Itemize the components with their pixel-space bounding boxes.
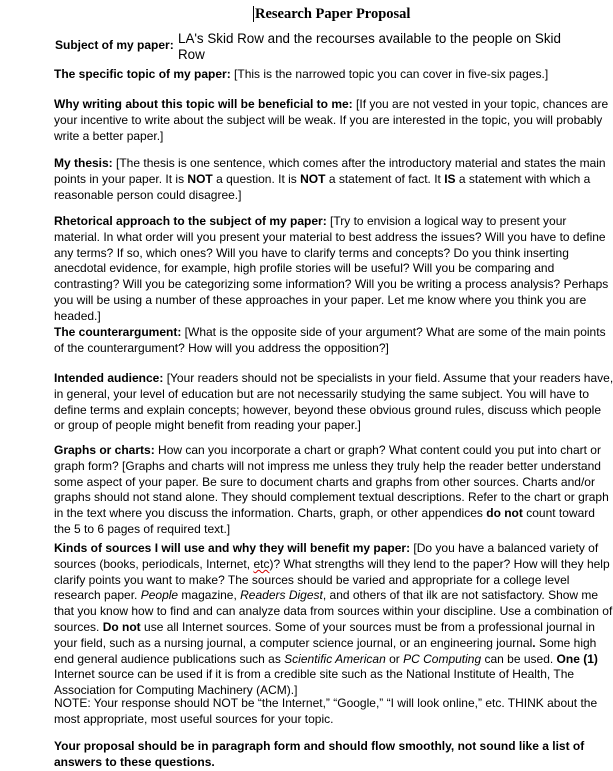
rhetorical-label: Rhetorical approach to the subject of my paper: <box>54 214 327 228</box>
why-beneficial-label: Why writing about this topic will be beneficial to me: <box>54 97 353 111</box>
thesis-section <box>54 156 613 203</box>
thesis-text-1: [The thesis is one sentence, which comes after the introductory material and states the main points in your paper. It is <box>54 156 606 186</box>
sources-period: . <box>532 635 536 650</box>
subject-label: Subject of my paper: <box>55 38 174 52</box>
graphs-section <box>54 443 613 538</box>
rhetorical-section <box>54 214 613 325</box>
sources-text-1: [Do you have a balanced variety of sources (books, periodicals, Internet, <box>54 541 599 571</box>
sources-people: People <box>140 588 179 603</box>
sources-text-8: can be used. <box>481 651 557 666</box>
graphs-label: Graphs or charts: <box>54 443 155 457</box>
sources-text-5: use all Internet sources. Some of your sources must be from a professional journal in your field, such as a nursing journal, a computer science journal, or an engineering journal <box>54 619 595 650</box>
subject-value[interactable]: LA's Skid Row and the recourses available to the people on Skid Row <box>178 31 561 62</box>
sources-scientific-american: Scientific American <box>284 651 386 666</box>
why-beneficial-text: [If you are not vested in your topic, chances are your incentive to write about the subject will be weak. If you are interested in the topic, you will probably write a better paper.] <box>54 97 609 143</box>
counterargument-section <box>54 325 613 357</box>
text-cursor <box>253 6 254 22</box>
sources-text-4: , and others of that ilk are not satisfactory. Show me that you know how to find and can analyze data from sources within your discipline. Use a combination of sources. <box>54 588 613 634</box>
sources-text-9: Internet source can be used if it is from a credible site such as the National Institute of Health, The Association for Computing Machinery (ACM).] <box>54 667 575 698</box>
thesis-not-2: NOT <box>300 171 326 186</box>
sources-label: Kinds of sources I will use and why they will benefit my paper: <box>54 541 411 555</box>
sources-etc-misspelled: etc <box>253 556 270 571</box>
sources-text-6: Some high end general audience publications such as <box>54 635 597 666</box>
sources-text-7: or <box>385 651 404 666</box>
why-beneficial-section <box>54 97 613 144</box>
closing-instruction: Your proposal should be in paragraph form and should flow smoothly, not sound like a list of answers to these questions. <box>54 739 585 769</box>
audience-text: [Your readers should not be specialists in your field. Assume that your readers have, in general, your level of education but are not necessarily studying the same subject. You will have to define terms and explain concepts; however, beyond these obvious ground rules, discuss which people or group of people might benefit from reading your paper.] <box>54 371 613 433</box>
rhetorical-text: [Try to envision a logical way to present your material. In what order will you present your material to best address the issues? Will you have to define any terms? If so, which ones? Will you have to clarify terms and concepts? Do you think inserting anecdotal evidence, for example, high profile stories will be useful? Will you be comparing and contrasting? Will you be categorizing some information? Will you be writing a process analysis? Perhaps you will be using a number of these approaches in your paper. Let me know where you think you are headed.] <box>54 214 609 323</box>
audience-label: Intended audience: <box>54 371 164 385</box>
thesis-label: My thesis: <box>54 156 113 170</box>
audience-section <box>54 371 613 434</box>
thesis-text-3: a statement of fact. It <box>325 171 445 186</box>
sources-readers-digest: Readers Digest <box>240 588 323 603</box>
specific-topic-text: [This is the narrowed topic you can cover in five-six pages.] <box>230 67 549 81</box>
note-section: NOTE: Your response should NOT be “the Internet,” “Google,” “I will look online,” etc. THINK about the most appropriate, most useful sources for your topic. <box>54 696 598 726</box>
document-title <box>253 6 410 23</box>
thesis-text-4: a statement with which a reasonable person could disagree.] <box>54 171 591 202</box>
specific-topic-label: The specific topic of my paper: <box>54 67 231 81</box>
graphs-text-1: How can you incorporate a chart or graph? What content could you put into chart or graph form? [Graphs and charts will not impress me unless they truly help the reader better understand some aspect of your paper. Be sure to document charts and graphs from other sources. Charts and/or graphs should not stand alone. They should complement textual descriptions. Refer to the chart or graph in the text where you discuss the information. Charts, graph, or other appendices <box>54 443 609 521</box>
counterargument-text: [What is the opposite side of your argument? What are some of the main points of the counterargument? How will you address the opposition?] <box>54 325 606 355</box>
sources-section <box>54 541 613 699</box>
graphs-do-not: do not <box>486 506 523 521</box>
thesis-text-2: a question. It is <box>212 171 301 186</box>
sources-text-3: magazine, <box>178 588 241 603</box>
thesis-not-1: NOT <box>187 171 213 186</box>
sources-pc-computing: PC Computing <box>403 651 482 666</box>
specific-topic-section <box>54 67 613 83</box>
thesis-is: IS <box>444 171 456 186</box>
graphs-text-2: count toward the 5 to 6 pages of required text.] <box>54 506 595 536</box>
sources-one: One (1) <box>556 651 598 666</box>
sources-text-2: )? What strengths will they lend to the paper? How will they help clarify points you want to make? The sources should be varied and appropriate for a college level research paper. <box>54 556 610 603</box>
document-title-text: Research Paper Proposal <box>255 6 411 22</box>
sources-do-not: Do not <box>102 619 141 634</box>
counterargument-label: The counterargument: <box>54 325 182 339</box>
